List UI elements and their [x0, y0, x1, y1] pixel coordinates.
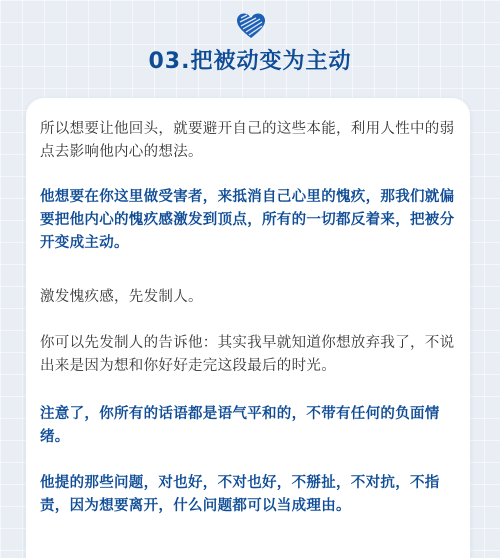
- paragraph-intro: 所以想要让他回头，就要避开自己的这些本能，利用人性中的弱点去影响他内心的想法。: [40, 121, 455, 160]
- paragraph-preempt: 激发愧疚感，先发制人。: [40, 289, 203, 305]
- content-card: [26, 98, 470, 558]
- paragraph-questions: 他提的那些问题，对也好，不对也好，不掰扯，不对抗，不指责，因为想要离开，什么问题都可以当成理由。: [40, 475, 440, 514]
- heart-icon: [236, 12, 266, 40]
- paragraph-tone: 注意了，你所有的话语都是语气平和的，不带有任何的负面情绪。: [40, 406, 440, 445]
- paragraph-guilt: 他想要在你这里做受害者，来抵消自己心里的愧疚，那我们就偏要把他内心的愧疚感激发到顶点，所有的一切都反着来，把被分开变成主动。: [40, 189, 455, 251]
- paragraph-tell-him: 你可以先发制人的告诉他：其实我早就知道你想放弃我了，不说出来是因为想和你好好走完这段最后的时光。: [40, 335, 455, 374]
- page-title: 03.把被动变为主动: [148, 49, 352, 74]
